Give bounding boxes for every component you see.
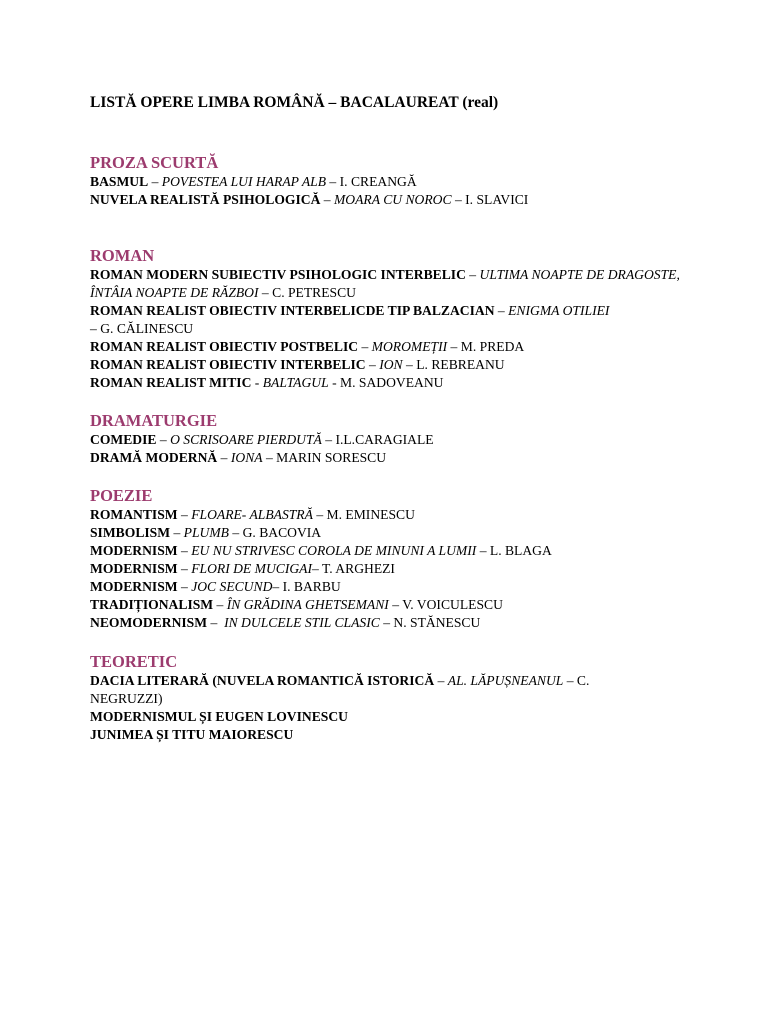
list-item: DACIA LITERARĂ (NUVELA ROMANTICĂ ISTORICĂ – AL. LĂPUȘNEANUL – C. NEGRUZZI) — [90, 673, 590, 706]
list-item: ROMAN REALIST OBIECTIV INTERBELIC – ION – L. REBREANU — [90, 357, 505, 372]
list-item: ROMANTISM – FLOARE- ALBASTRĂ – M. EMINESCU — [90, 507, 415, 522]
document-title: LISTĂ OPERE LIMBA ROMÂNĂ – BACALAUREAT (real) — [90, 94, 499, 111]
section-heading-poezie: POEZIE — [90, 486, 153, 505]
list-item: JUNIMEA ȘI TITU MAIORESCU — [90, 727, 294, 742]
list-item: DRAMĂ MODERNĂ – IONA – MARIN SORESCU — [90, 450, 387, 465]
list-item: NEOMODERNISM – IN DULCELE STIL CLASIC – N. STĂNESCU — [90, 615, 481, 630]
list-item: COMEDIE – O SCRISOARE PIERDUTĂ – I.L.CARAGIALE — [90, 432, 434, 447]
section-heading-proza-scurta: PROZA SCURTĂ — [90, 153, 219, 172]
list-item: BASMUL – POVESTEA LUI HARAP ALB – I. CREANGĂ — [90, 174, 417, 189]
list-item: NUVELA REALISTĂ PSIHOLOGICĂ – MOARA CU NOROC – I. SLAVICI — [90, 192, 529, 207]
section-heading-teoretic: TEORETIC — [90, 652, 178, 671]
document-page — [90, 93, 690, 744]
list-item: MODERNISM – EU NU STRIVESC COROLA DE MINUNI A LUMII – L. BLAGA — [90, 543, 552, 558]
section-heading-dramaturgie: DRAMATURGIE — [90, 411, 218, 430]
list-item: MODERNISM – JOC SECUND– I. BARBU — [90, 579, 341, 594]
list-item: TRADIȚIONALISM – ÎN GRĂDINA GHETSEMANI – V. VOICULESCU — [90, 597, 503, 612]
list-item: MODERNISMUL ȘI EUGEN LOVINESCU — [90, 709, 348, 724]
list-item: ROMAN MODERN SUBIECTIV PSIHOLOGIC INTERBELIC – ULTIMA NOAPTE DE DRAGOSTE, ÎNTÂIA NOAPTE DE RĂZBOI – C. PETRESCU — [90, 267, 680, 300]
list-item: ROMAN REALIST OBIECTIV INTERBELICDE TIP BALZACIAN – ENIGMA OTILIEI – G. CĂLINESCU — [90, 303, 610, 336]
section-heading-roman: ROMAN — [90, 246, 155, 265]
list-item: ROMAN REALIST MITIC - BALTAGUL - M. SADOVEANU — [90, 375, 444, 390]
list-item: ROMAN REALIST OBIECTIV POSTBELIC – MOROMEȚII – M. PREDA — [90, 339, 525, 354]
list-item: SIMBOLISM – PLUMB – G. BACOVIA — [90, 525, 322, 540]
list-item: MODERNISM – FLORI DE MUCIGAI– T. ARGHEZI — [90, 561, 395, 576]
